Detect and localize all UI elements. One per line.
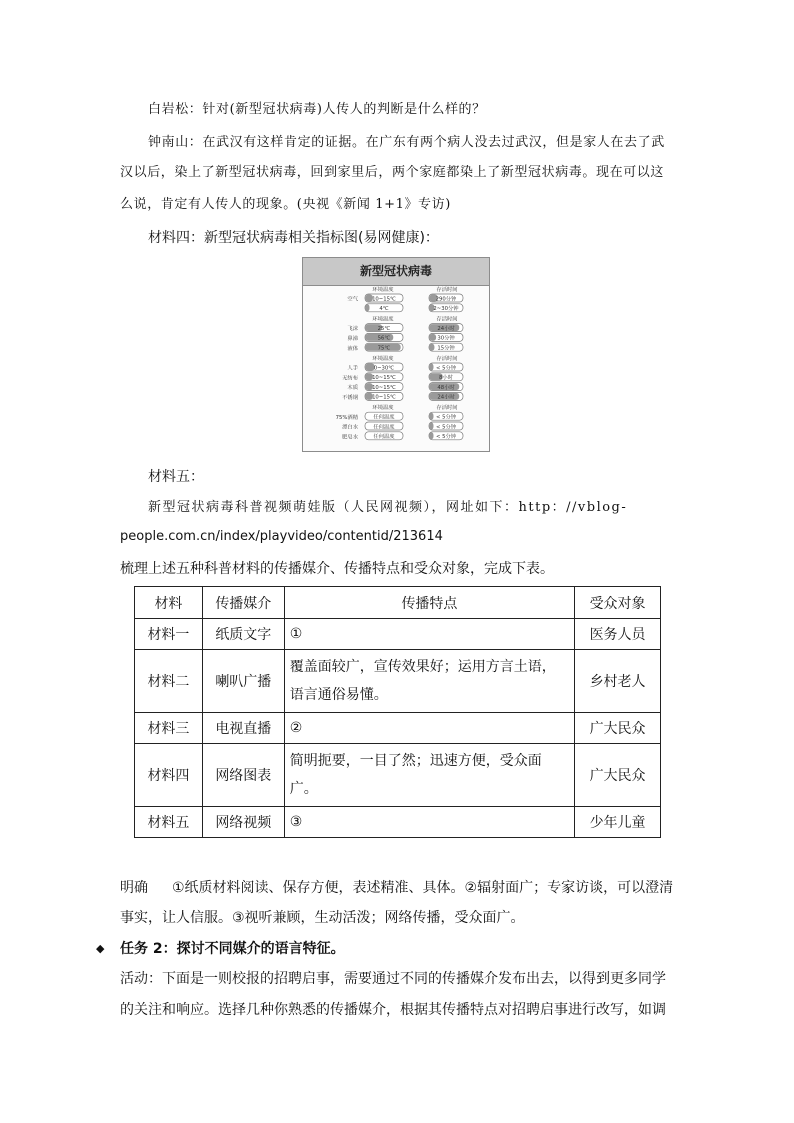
infographic-chart: [303, 258, 489, 451]
dialogue-question: 白岩松：针对(新型冠状病毒)人传人的判断是什么样的？: [148, 102, 486, 117]
row-label: 液体: [347, 345, 358, 352]
cell-medium: 电视直播: [202, 713, 284, 744]
temp-bar-label: 10~15℃: [372, 296, 396, 303]
time-bar-fill: [430, 364, 434, 371]
time-bar-fill: [430, 344, 435, 351]
cell-medium: 网络图表: [202, 744, 284, 807]
time-bar-label: < 5分钟: [435, 424, 457, 431]
temp-bar-label: 任何温度: [373, 434, 395, 441]
temp-bar-label: 0~30℃: [373, 365, 395, 372]
col-env-label: 环境温度: [372, 287, 394, 293]
col-time-label: 存活时间: [436, 316, 458, 323]
time-bar-label: < 5分钟: [435, 434, 457, 441]
temp-bar-label: 25℃: [377, 325, 391, 332]
cell-medium: 纸质文字: [202, 619, 284, 650]
cell-feature: 覆盖面较广，宣传效果好；运用方言土语，语言通俗易懂。: [284, 650, 574, 713]
temp-bar-label: 75℃: [377, 345, 391, 352]
table-header-row: [135, 587, 661, 619]
row-label: 肥皂水: [342, 434, 358, 441]
col-env-label: 环境温度: [372, 356, 394, 362]
row-label: 鼻涕: [347, 336, 358, 342]
header-medium: 传播媒介: [202, 587, 284, 619]
time-bar-fill: [430, 334, 437, 341]
material5-line-2: people.com.cn/index/playvideo/contentid/213614: [120, 529, 443, 544]
table-row: [135, 807, 661, 838]
time-bar-label: 24小时: [437, 394, 455, 401]
header-feature: 传播特点: [284, 587, 574, 619]
table-row: [135, 713, 661, 744]
summary-table: [134, 586, 661, 838]
row-label: 漂白水: [342, 424, 358, 431]
answer-line-2: 事实，让人信服。③视听兼顾，生动活泼；网络传播，受众面广。: [120, 910, 525, 926]
temp-bar-label: 10~15℃: [372, 394, 396, 401]
answer-text-1: ①纸质材料阅读、保存方便，表述精准、具体。②辐射面广；专家访谈，可以澄清: [172, 880, 674, 896]
time-bar-fill: [430, 432, 434, 439]
answer-label: 明确: [120, 880, 148, 896]
cell-feature: ①: [284, 619, 574, 650]
cell-audience: 乡村老人: [575, 650, 661, 713]
task2-activity-line-2: 的关注和响应。选择几种你熟悉的传播媒介，根据其传播特点对招聘启事进行改写，如调: [120, 1002, 666, 1018]
temp-bar-label: 10~15℃: [372, 375, 396, 382]
time-bar-label: < 5分钟: [435, 365, 457, 372]
cell-material: 材料四: [135, 744, 203, 807]
time-bar-label: < 5分钟: [435, 414, 457, 421]
row-label: 75%酒精: [335, 414, 358, 421]
cell-material: 材料一: [135, 619, 203, 650]
cell-audience: 少年儿童: [575, 807, 661, 838]
dialogue-answer-line-2: 汉以后，染上了新型冠状病毒，回到家里后，两个家庭都染上了新型冠状病毒。现在可以这: [120, 165, 665, 180]
table-row: [135, 744, 661, 807]
time-bar-fill: [430, 413, 434, 420]
time-bar-label: 15分钟: [437, 345, 455, 352]
table-row: [135, 650, 661, 713]
cell-audience: 医务人员: [575, 619, 661, 650]
coronavirus-infographic: [302, 257, 490, 452]
col-env-label: 环境温度: [372, 316, 394, 323]
cell-medium: 喇叭广播: [202, 650, 284, 713]
temp-bar-label: 56℃: [377, 335, 391, 342]
time-bar-label: 290分钟: [435, 296, 457, 303]
diamond-bullet-icon: ◆: [96, 942, 105, 955]
time-bar-label: 8小时: [439, 375, 453, 382]
temp-bar-label: 4℃: [379, 306, 389, 313]
time-bar-fill: [430, 423, 434, 430]
time-bar-label: 48小时: [437, 384, 455, 391]
row-label: 空气: [347, 296, 358, 303]
time-bar-label: 30分钟: [437, 335, 455, 342]
dialogue-answer-line-3: 么说，肯定有人传人的现象。(央视《新闻 1+1》专访): [120, 197, 451, 212]
table-row: [135, 619, 661, 650]
dialogue-answer-line-1: 钟南山：在武汉有这样肯定的证据。在广东有两个病人没去过武汉，但是家人在去了武: [148, 135, 665, 150]
header-material: 材料: [135, 587, 203, 619]
answer-line-1: [120, 878, 673, 898]
cell-material: 材料三: [135, 713, 203, 744]
temp-bar-label: 任何温度: [373, 414, 395, 421]
temp-bar-label: 任何温度: [373, 424, 395, 431]
cell-material: 材料五: [135, 807, 203, 838]
task2-activity-line-1: 活动：下面是一则校报的招聘启事，需要通过不同的传播媒介发布出去，以得到更多同学: [120, 971, 666, 987]
col-time-label: 存活时间: [436, 356, 458, 362]
col-time-label: 存活时间: [436, 405, 458, 412]
row-label: 飞沫: [347, 326, 358, 333]
time-bar-label: 24小时: [437, 325, 455, 332]
cell-medium: 网络视频: [202, 807, 284, 838]
material5-heading: 材料五：: [148, 469, 204, 485]
cell-audience: 广大民众: [575, 713, 661, 744]
cell-feature: ②: [284, 713, 574, 744]
row-label: 无纺布: [342, 375, 358, 382]
cell-feature: 简明扼要，一目了然；迅速方便，受众面广。: [284, 744, 574, 807]
temp-bar-fill: [366, 304, 370, 311]
cell-material: 材料二: [135, 650, 203, 713]
table-intro: 梳理上述五种科普材料的传播媒介、传播特点和受众对象，完成下表。: [120, 561, 554, 577]
material4-heading: 材料四：新型冠状病毒相关指标图(易网健康)：: [148, 230, 439, 246]
row-label: 木质: [347, 385, 358, 392]
infographic-title: 新型冠状病毒: [303, 258, 489, 286]
material5-line-1: 新型冠状病毒科普视频萌娃版（人民网视频），网址如下：http：//vblog-: [148, 500, 628, 515]
row-label: 不锈钢: [342, 395, 358, 401]
task2-title: 任务 2：探讨不同媒介的语言特征。: [120, 941, 345, 957]
cell-audience: 广大民众: [575, 744, 661, 807]
cell-feature: ③: [284, 807, 574, 838]
row-label: 人手: [347, 365, 358, 372]
time-bar-label: 2~30分钟: [433, 306, 459, 313]
header-audience: 受众对象: [575, 587, 661, 619]
col-env-label: 环境温度: [372, 405, 394, 412]
col-time-label: 存活时间: [436, 287, 458, 293]
temp-bar-label: 10~15℃: [372, 384, 396, 391]
